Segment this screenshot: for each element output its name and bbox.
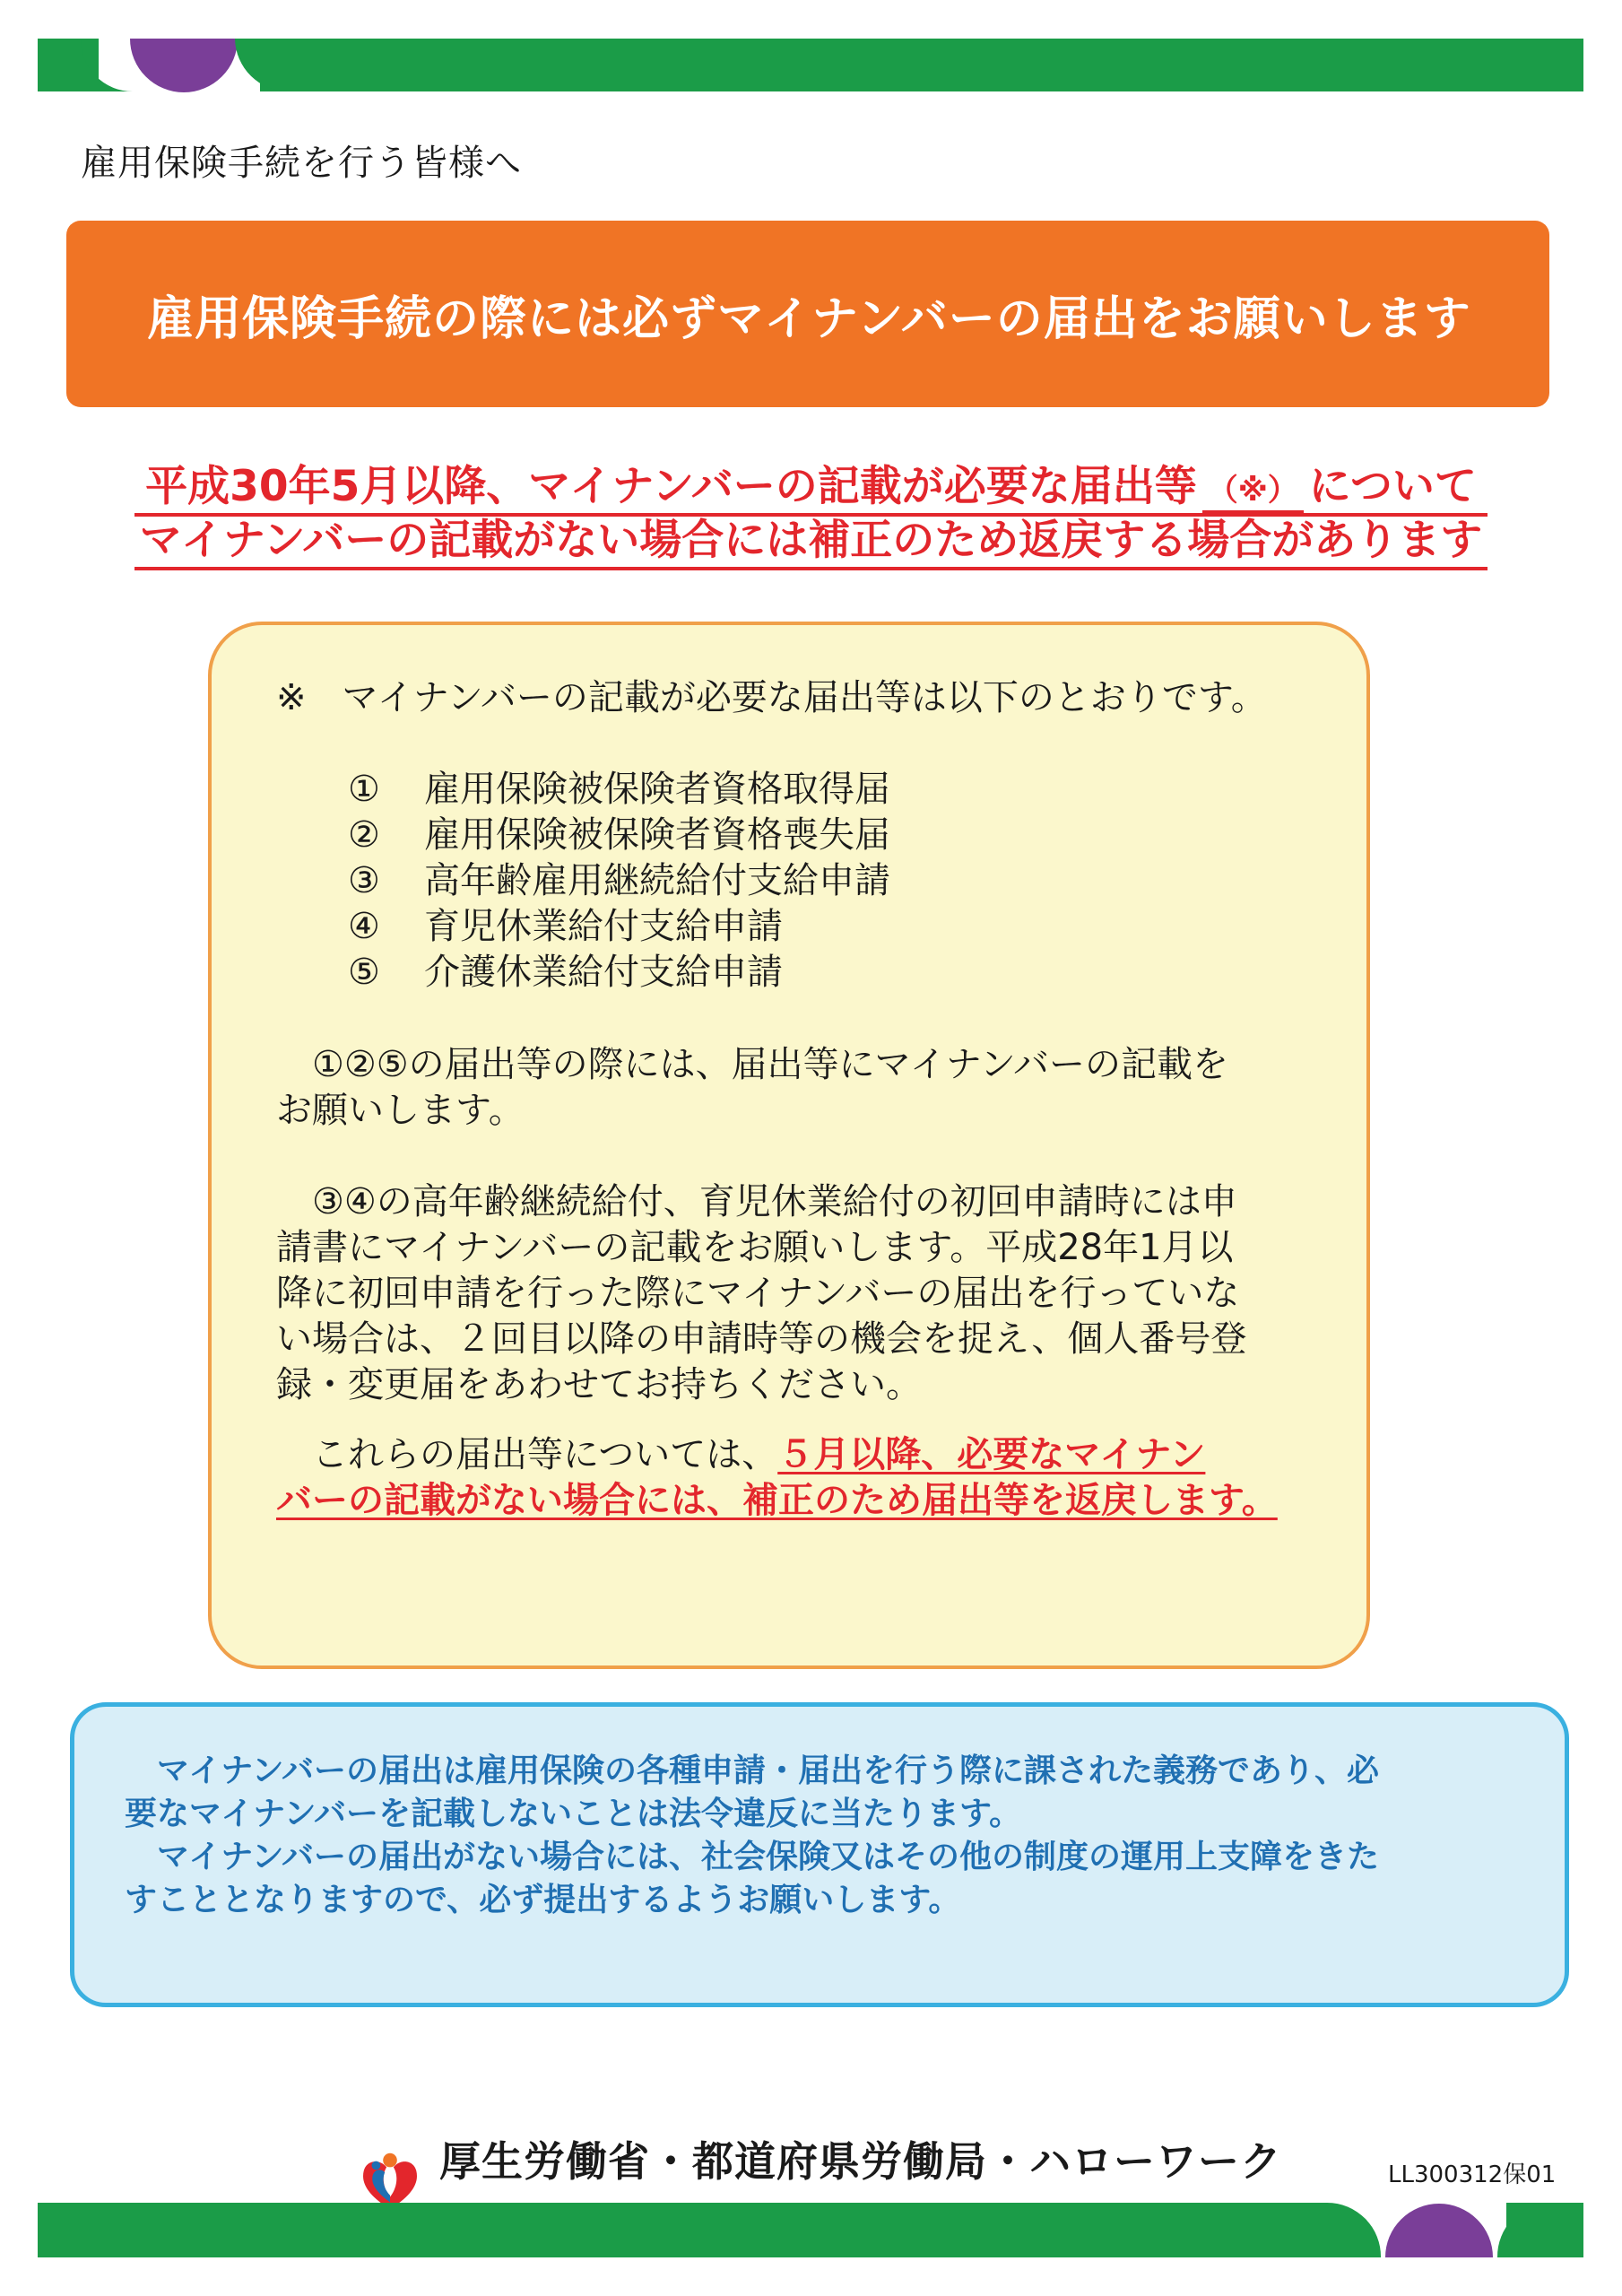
list-item xyxy=(348,950,783,996)
paragraph-line: 請書にマイナンバーの記載をお願いします。平成28年1月以 xyxy=(276,1227,1234,1268)
notice-footnote-mark: （※） xyxy=(1202,473,1304,514)
duty-line: 要なマイナンバーを記載しないことは法令違反に当たります。 xyxy=(125,1796,1022,1832)
paragraph-line: 降に初回申請を行った際にマイナンバーの届出を行っていな xyxy=(276,1273,1240,1314)
bottom-decorative-band xyxy=(0,2188,1622,2296)
list-item-number: ③ xyxy=(348,860,380,901)
list-item-label: 介護休業給付支給申請 xyxy=(424,952,783,993)
document-code: LL300312保01 xyxy=(1388,2161,1557,2188)
paragraph-line: 録・変更届をあわせてお持ちください。 xyxy=(276,1364,922,1405)
duty-line: マイナンバーの届出がない場合には、社会保険又はその他の制度の運用上支障をきた xyxy=(125,1839,1379,1875)
paragraph-line: ③④の高年齢継続給付、育児休業給付の初回申請時には申 xyxy=(276,1181,1237,1222)
paragraph-line: ①②⑤の届出等の際には、届出等にマイナンバーの記載を xyxy=(276,1044,1228,1085)
paragraph-forms-125 xyxy=(276,1042,1228,1134)
paragraph-forms-34 xyxy=(276,1179,1246,1408)
list-item-number: ① xyxy=(348,769,380,810)
list-item-number: ② xyxy=(348,814,380,856)
warning-highlight: ５月以降、必要なマイナン xyxy=(777,1434,1206,1475)
warning-highlight: バーの記載がない場合には、補正のため届出等を返戻します。 xyxy=(276,1480,1278,1521)
addressee-line: 雇用保険手続を行う皆様へ xyxy=(81,143,522,184)
duty-line: すこととなりますので、必ず提出するようお願いします。 xyxy=(125,1882,961,1918)
ministry-name: 厚生労働省・都道府県労働局・ハローワーク xyxy=(439,2137,1282,2186)
list-item xyxy=(348,813,890,858)
list-item xyxy=(348,904,783,950)
list-item-number: ⑤ xyxy=(348,952,380,993)
notice-line-2-text: マイナンバーの記載がない場合には補正のため返戻する場合があります xyxy=(134,516,1488,570)
legal-duty-text xyxy=(125,1750,1379,1922)
list-item-number: ④ xyxy=(348,906,380,947)
notice-line-2 xyxy=(0,507,1622,567)
top-decorative-band xyxy=(0,0,1622,99)
list-item-label: 高年齢雇用継続給付支給申請 xyxy=(424,860,890,901)
list-item-label: 雇用保険被保険者資格喪失届 xyxy=(424,814,890,856)
paragraph-return-warning xyxy=(276,1432,1278,1524)
duty-line: マイナンバーの届出は雇用保険の各種申請・届出を行う際に課された義務であり、必 xyxy=(125,1752,1379,1789)
forms-intro: ※ マイナンバーの記載が必要な届出等は以下のとおりです。 xyxy=(276,677,1267,718)
list-item xyxy=(348,767,890,813)
notice-line-1-end: について xyxy=(1304,462,1482,517)
title-banner xyxy=(66,221,1549,407)
page-title: 雇用保険手続の際には必ずマイナンバーの届出をお願いします xyxy=(147,291,1471,346)
notice-line-1-main: 平成30年5月以降、マイナンバーの記載が必要な届出等 xyxy=(140,462,1202,517)
required-forms-box xyxy=(208,622,1370,1669)
list-item-label: 雇用保険被保険者資格取得届 xyxy=(424,769,890,810)
paragraph-line: い場合は、２回目以降の申請時等の機会を捉え、個人番号登 xyxy=(276,1318,1247,1360)
notice-line-1 xyxy=(0,453,1622,513)
legal-duty-box xyxy=(70,1702,1569,2007)
list-item xyxy=(348,858,890,904)
list-item-label: 育児休業給付支給申請 xyxy=(424,906,783,947)
paragraph-lead-text: これらの届出等については、 xyxy=(276,1434,778,1475)
paragraph-line: お願いします。 xyxy=(276,1090,525,1131)
